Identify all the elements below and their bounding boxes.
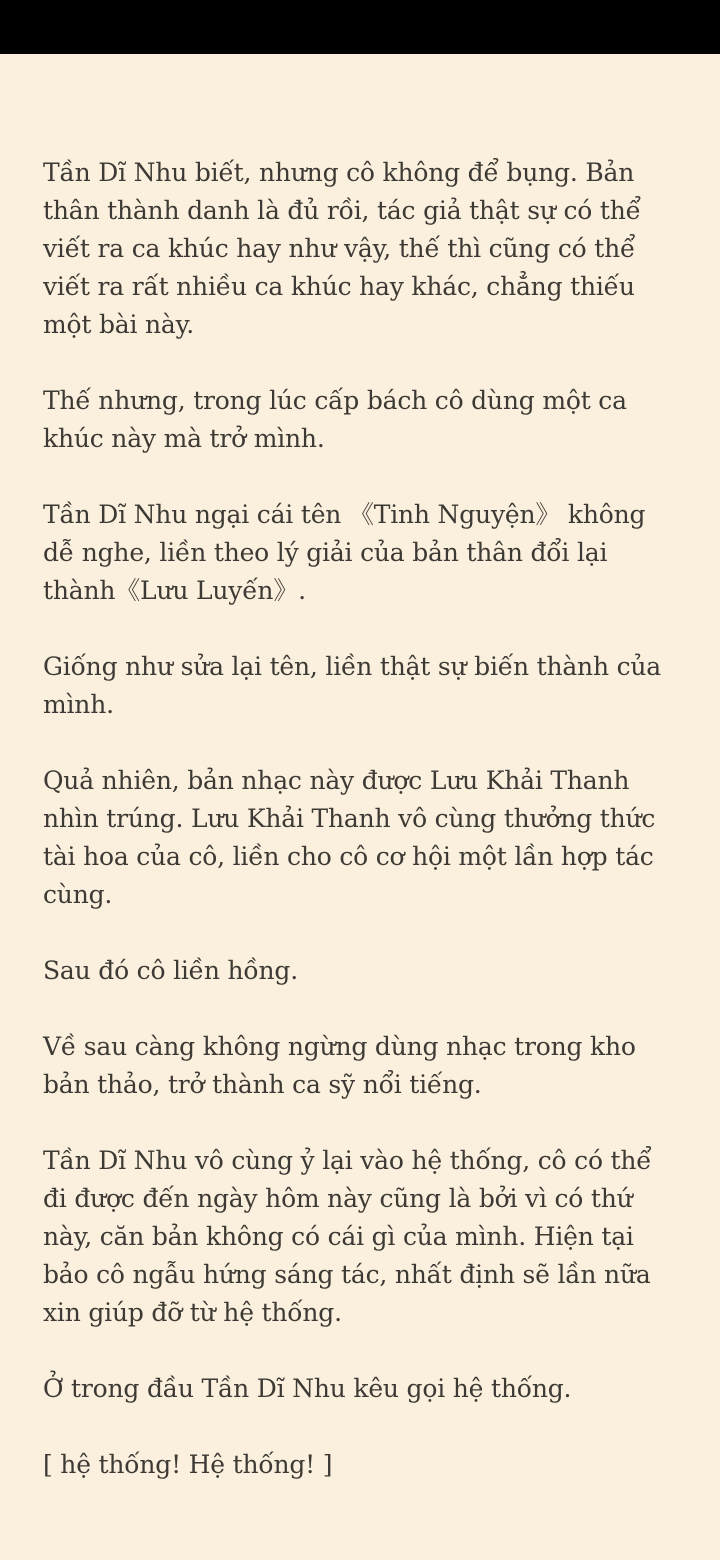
paragraph: Tần Dĩ Nhu ngại cái tên 《Tinh Nguyện》 không dễ nghe, liền theo lý giải của bản thân đổi lại thành《Lưu Luyến》.	[43, 500, 646, 605]
status-bar	[0, 0, 720, 54]
paragraph: Về sau càng không ngừng dùng nhạc trong kho bản thảo, trở thành ca sỹ nổi tiếng.	[43, 1032, 636, 1099]
paragraph: Giống như sửa lại tên, liền thật sự biến thành của mình.	[43, 652, 662, 719]
paragraph: Quả nhiên, bản nhạc này được Lưu Khải Thanh nhìn trúng. Lưu Khải Thanh vô cùng thưởng thức tài hoa của cô, liền cho cô cơ hội một lần hợp tác cùng.	[43, 766, 656, 909]
paragraph: Thế nhưng, trong lúc cấp bách cô dùng một ca khúc này mà trở mình.	[43, 386, 627, 453]
paragraph: Sau đó cô liền hồng.	[43, 956, 298, 985]
paragraph: Tần Dĩ Nhu vô cùng ỷ lại vào hệ thống, cô có thể đi được đến ngày hôm này cũng là bởi vì có thứ này, căn bản không có cái gì của mình. Hiện tại bảo cô ngẫu hứng sáng tác, nhất định sẽ lần nữa xin giúp đỡ từ hệ thống.	[43, 1146, 652, 1327]
paragraph: Ở trong đầu Tần Dĩ Nhu kêu gọi hệ thống.	[43, 1374, 572, 1403]
paragraph: Tần Dĩ Nhu biết, nhưng cô không để bụng. Bản thân thành danh là đủ rồi, tác giả thật sự có thể viết ra ca khúc hay như vậy, thế thì cũng có thể viết ra rất nhiều ca khúc hay khác, chẳng thiếu một bài này.	[43, 158, 641, 339]
reader-page[interactable]	[0, 54, 720, 1560]
chapter-text	[43, 154, 678, 1522]
paragraph: [ hệ thống! Hệ thống! ]	[43, 1450, 333, 1479]
